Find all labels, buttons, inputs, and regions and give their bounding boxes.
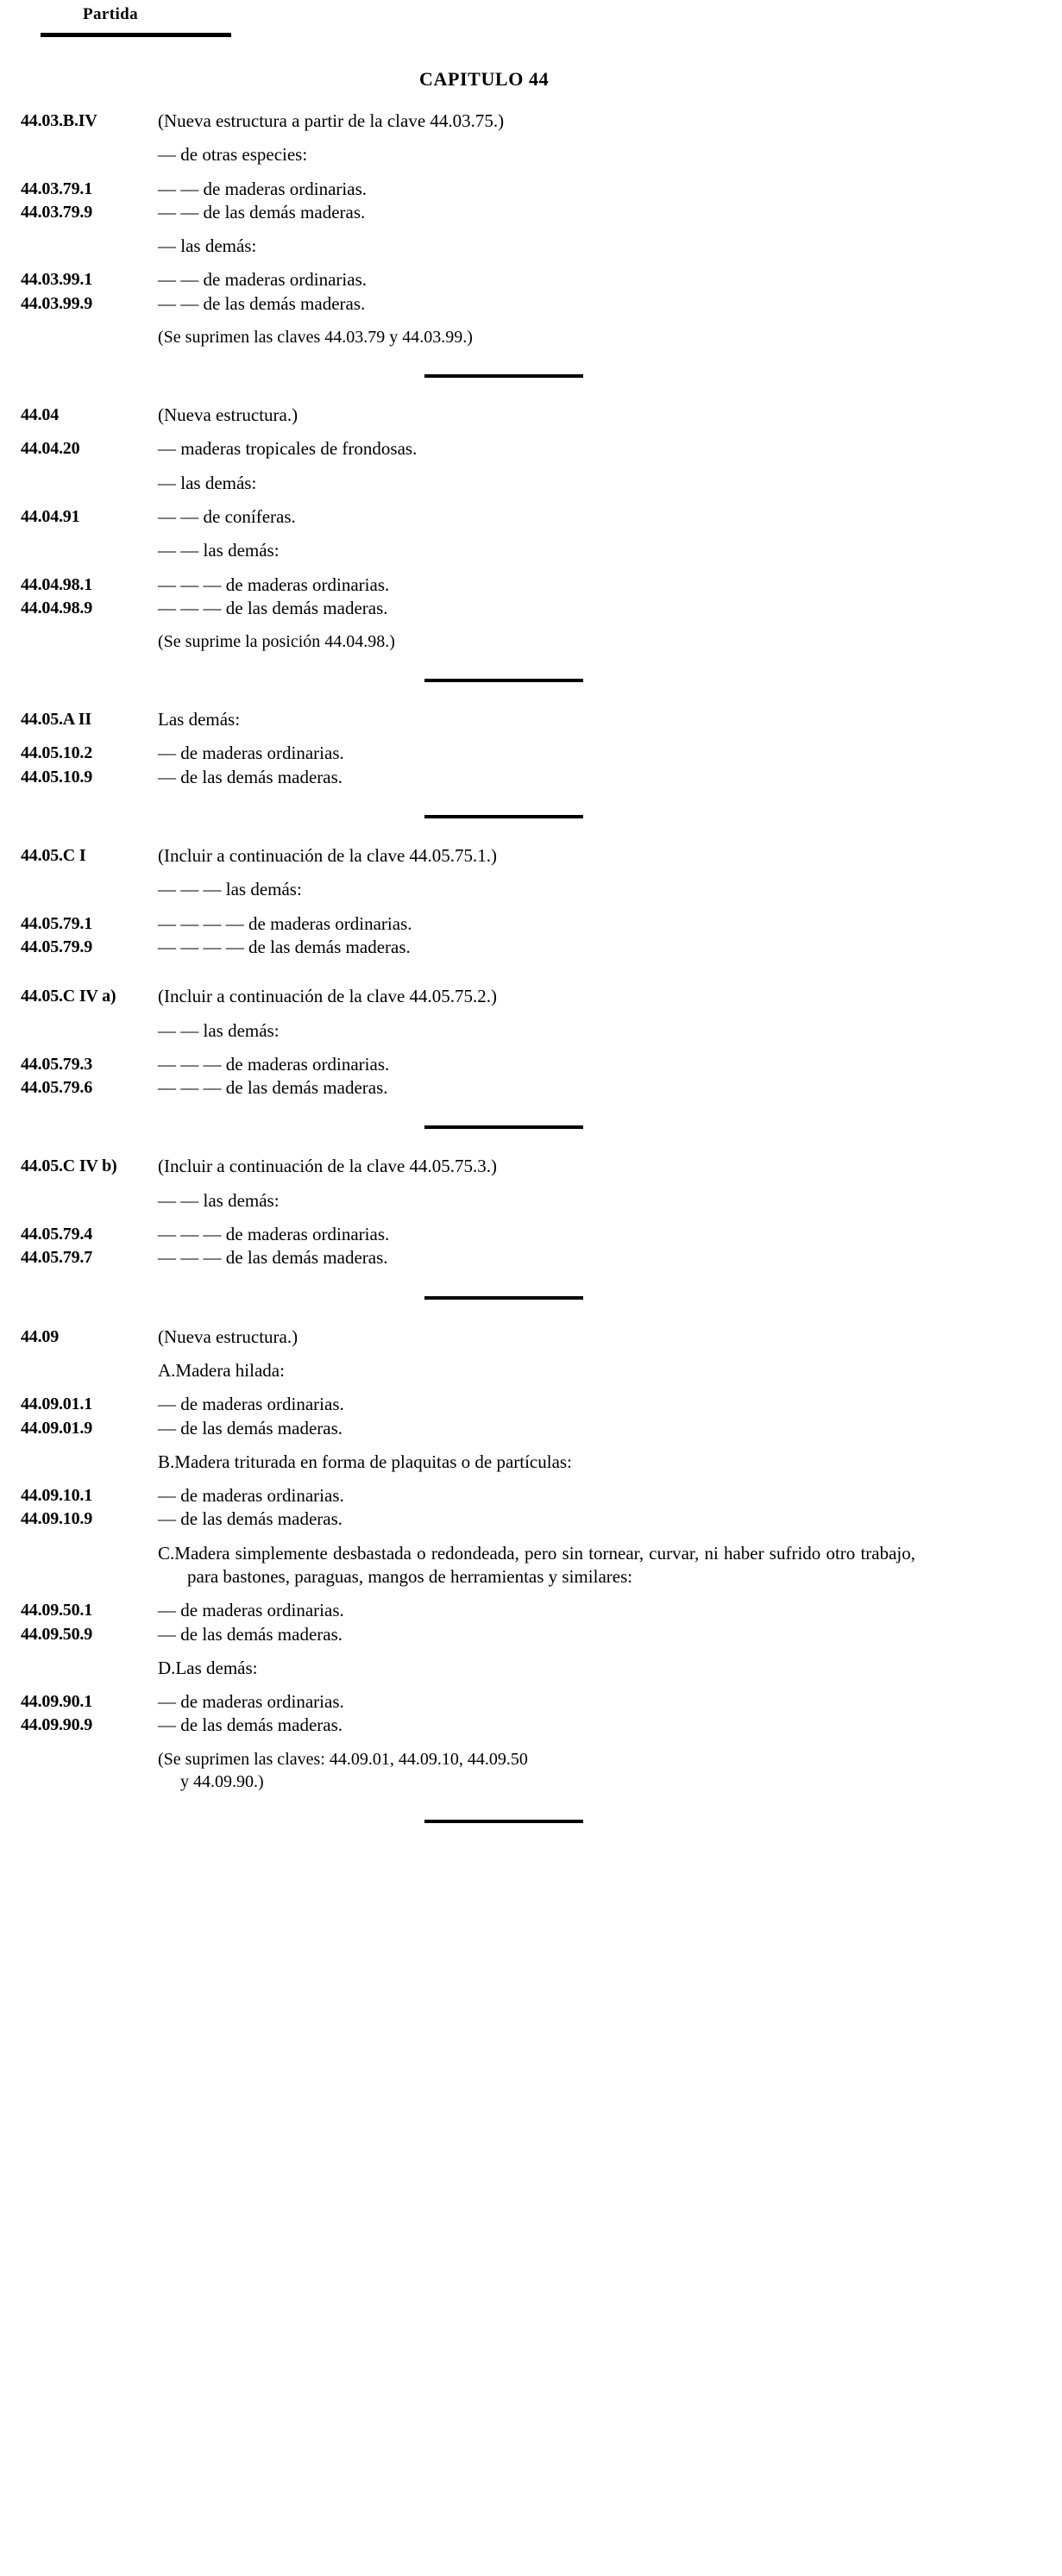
spacer [0,1646,1062,1657]
tariff-row [0,1690,1062,1714]
spacer [0,959,1062,985]
tariff-row [0,178,1062,201]
separator-line [424,815,583,818]
tariff-description: — de las demás maderas. [158,1714,343,1736]
tariff-description: — de maderas ordinarias. [158,743,344,764]
tariff-row [0,404,1062,427]
tariff-row-pair [0,268,1062,316]
tariff-row [0,1155,1062,1178]
suppression-note: (Se suprime la posición 44.04.98.) [158,632,395,652]
tariff-row [0,292,1062,316]
tariff-description: — — las demás: [158,1189,280,1211]
tariff-description: — de las demás maderas. [158,1417,343,1438]
subdivision-heading [158,1542,1062,1589]
tariff-code: 44.05.10.9 [21,767,93,787]
tariff-row [0,235,1062,258]
tariff-code: 44.05.C I [21,846,86,866]
tariff-row [0,1714,1062,1737]
subdivision-letter: B. [158,1451,175,1472]
column-header-partida: Partida [83,5,139,23]
tariff-description: (Nueva estructura a partir de la clave 44.03.75.) [158,110,505,131]
spacer [0,1349,1062,1359]
spacer [0,1009,1062,1019]
tariff-code: 44.05.79.3 [21,1054,93,1074]
tariff-row [0,878,1062,901]
page-header [0,0,1062,37]
spacer [0,461,1062,472]
tariff-description: — — — de las demás maderas. [158,597,388,618]
tariff-code: 44.09.90.1 [21,1692,93,1712]
tariff-row [0,1417,1062,1440]
tariff-description: — — las demás: [158,1019,280,1041]
tariff-row [0,539,1062,562]
suppression-note-row [0,630,1062,653]
separator-line [424,1125,583,1129]
tariff-description: — las demás: [158,472,257,493]
tariff-row-pair [0,1599,1062,1646]
tariff-description: — — las demás: [158,540,280,561]
tariff-code: 44.09.01.9 [21,1418,93,1438]
tariff-code: 44.03.79.1 [21,179,93,198]
section-4405-c-iv-a [0,985,1062,1100]
tariff-code: 44.03.B.IV [21,111,97,130]
tariff-row [0,472,1062,495]
chapter-title: CAPITULO 44 [419,68,550,90]
tariff-code: 44.05.C IV a) [21,987,116,1006]
spacer [0,1440,1062,1451]
tariff-code: 44.05.79.7 [21,1248,93,1268]
tariff-description: — — de maderas ordinarias. [158,269,368,291]
suppression-note [158,1748,1062,1794]
subdivision-heading [158,1657,1062,1680]
tariff-description: (Incluir a continuación de la clave 44.05.75.2.) [158,986,498,1007]
tariff-description: — — — — de maderas ordinarias. [158,912,412,934]
tariff-row-pair [0,912,1062,960]
spacer [0,529,1062,539]
tariff-description: — — de maderas ordinarias. [158,178,368,199]
tariff-row [0,936,1062,959]
section-4405-c-iv-b [0,1155,1062,1269]
spacer [0,133,1062,143]
spacer [0,620,1062,630]
tariff-code: 44.05.A II [21,710,91,730]
section-4409 [0,1326,1062,1794]
tariff-description: — de maderas ordinarias. [158,1394,344,1415]
tariff-code: 44.09.10.1 [21,1486,93,1506]
section-4405-a [0,708,1062,789]
spacer [0,427,1062,437]
spacer [0,1179,1062,1189]
tariff-row [0,573,1062,597]
subdivision-heading [158,1451,1062,1474]
section-separator [0,374,1062,378]
tariff-row [0,844,1062,868]
spacer [0,224,1062,235]
spacer [0,316,1062,326]
tariff-description: — de maderas ordinarias. [158,1600,344,1621]
subdivision-heading-row [0,1451,1062,1474]
tariff-row [0,505,1062,529]
header-underline [41,33,231,37]
tariff-description: (Nueva estructura.) [158,1326,298,1347]
tariff-description: (Incluir a continuación de la clave 44.05.75.3.) [158,1156,498,1177]
tariff-description: (Nueva estructura.) [158,404,298,426]
tariff-description: — — — de las demás maderas. [158,1077,388,1099]
tariff-description: — de maderas ordinarias. [158,1485,344,1507]
tariff-row-pair [0,1690,1062,1738]
tariff-description: — — — de las demás maderas. [158,1247,388,1269]
tariff-code: 44.05.79.1 [21,913,93,933]
tariff-description: Las demás: [158,709,241,730]
suppression-note-line-1: (Se suprimen las claves: 44.09.01, 44.09.10, 44.09.50 [158,1749,528,1769]
subdivision-title: Madera simplemente desbastada o redondeada, pero sin tornear, curvar, ni haber sufrido otro trabajo, para bastones, paraguas, mangos de herramientas y similares: [174,1542,915,1587]
suppression-note: (Se suprimen las claves 44.03.79 y 44.03.99.) [158,328,473,348]
tariff-code: 44.03.99.9 [21,293,93,313]
tariff-code: 44.04.98.9 [21,598,93,617]
spacer [0,1043,1062,1053]
tariff-row-pair [0,1393,1062,1440]
tariff-code: 44.09.90.9 [21,1715,93,1735]
spacer [0,91,1062,110]
tariff-code: 44.05.79.6 [21,1078,93,1098]
subdivision-heading-row [0,1359,1062,1382]
tariff-row [0,708,1062,731]
tariff-row [0,1623,1062,1646]
section-4405-c-i [0,844,1062,959]
tariff-row [0,201,1062,224]
tariff-row [0,766,1062,789]
tariff-row [0,110,1062,133]
tariff-code: 44.09.50.1 [21,1601,93,1620]
tariff-description: — de otras especies: [158,144,308,166]
separator-line [424,679,583,682]
suppression-note-row [0,326,1062,348]
tariff-description: — — de coníferas. [158,505,296,527]
tariff-code: 44.03.99.1 [21,270,93,290]
spacer [0,902,1062,912]
tariff-row [0,1484,1062,1507]
tariff-row [0,742,1062,765]
spacer [0,1589,1062,1599]
tariff-description: — — de las demás maderas. [158,201,366,223]
tariff-code: 44.04.20 [21,439,80,459]
tariff-row [0,1599,1062,1622]
subdivision-letter: D. [158,1657,176,1678]
tariff-description: — de las demás maderas. [158,766,343,787]
tariff-row-pair [0,1223,1062,1270]
tariff-description: — de las demás maderas. [158,1508,343,1530]
spacer [0,1474,1062,1484]
spacer [0,1680,1062,1690]
tariff-row [0,1076,1062,1100]
tariff-row-pair [0,1484,1062,1532]
subdivision-title: Madera triturada en forma de plaquitas o de partículas: [174,1451,572,1472]
tariff-code: 44.04.98.1 [21,574,93,594]
spacer [0,563,1062,573]
subdivision-heading-row [0,1542,1062,1589]
tariff-row [0,912,1062,936]
section-separator [0,1125,1062,1129]
tariff-description: — de maderas ordinarias. [158,1691,344,1713]
spacer [0,167,1062,178]
tariff-code: 44.05.79.9 [21,937,93,956]
tariff-row [0,1053,1062,1076]
subdivision-heading [158,1359,1062,1382]
tariff-row-pair [0,178,1062,225]
tariff-description: — — — de maderas ordinarias. [158,1053,390,1075]
tariff-row [0,1019,1062,1043]
section-separator [0,679,1062,682]
tariff-description: — las demás: [158,235,257,257]
section-4403 [0,110,1062,348]
tariff-code: 44.09 [21,1326,60,1346]
tariff-description: — de las demás maderas. [158,1623,343,1645]
tariff-description: — — — de maderas ordinarias. [158,573,390,595]
spacer [0,258,1062,268]
tariff-code: 44.09.01.1 [21,1395,93,1414]
tariff-description: — — — de maderas ordinarias. [158,1224,390,1245]
suppression-note-line-2: y 44.09.90.) [180,1772,264,1792]
section-separator [0,1820,1062,1823]
subdivision-title: Las demás: [175,1657,258,1678]
tariff-code: 44.04 [21,405,60,425]
tariff-description: — — de las demás maderas. [158,292,366,314]
tariff-row [0,1507,1062,1531]
suppression-note-row [0,1748,1062,1794]
tariff-code: 44.03.79.9 [21,202,93,222]
spacer [0,495,1062,505]
tariff-row [0,268,1062,291]
spacer [0,1532,1062,1542]
tariff-row-pair [0,1053,1062,1100]
tariff-description: — — — las demás: [158,879,302,900]
subdivision-letter: C. [158,1542,175,1564]
tariff-row-pair [0,742,1062,789]
tariff-row-pair [0,573,1062,621]
subdivision-letter: A. [158,1359,176,1381]
separator-line [424,1296,583,1300]
tariff-row [0,1246,1062,1269]
spacer [0,1382,1062,1393]
tariff-row [0,597,1062,620]
spacer [0,731,1062,742]
section-4404 [0,404,1062,653]
section-separator [0,1296,1062,1300]
tariff-code: 44.09.10.9 [21,1509,93,1529]
tariff-code: 44.09.50.9 [21,1624,93,1644]
subdivision-heading-row [0,1657,1062,1680]
separator-line [424,374,583,378]
tariff-row [0,1189,1062,1213]
spacer [0,1738,1062,1748]
section-separator [0,815,1062,818]
tariff-code: 44.04.91 [21,506,80,526]
tariff-code: 44.05.C IV b) [21,1156,117,1176]
tariff-row [0,1393,1062,1416]
tariff-description: — maderas tropicales de frondosas. [158,438,418,460]
tariff-code: 44.05.79.4 [21,1225,93,1244]
tariff-description: (Incluir a continuación de la clave 44.05.75.1.) [158,845,498,867]
separator-line [424,1820,583,1823]
tariff-row [0,437,1062,461]
tariff-row [0,985,1062,1008]
spacer [0,868,1062,878]
tariff-description: — — — — de las demás maderas. [158,936,411,957]
tariff-row [0,143,1062,166]
tariff-row [0,1223,1062,1246]
tariff-row [0,1326,1062,1349]
subdivision-title: Madera hilada: [175,1359,285,1381]
spacer [0,1213,1062,1223]
tariff-code: 44.05.10.2 [21,743,93,763]
